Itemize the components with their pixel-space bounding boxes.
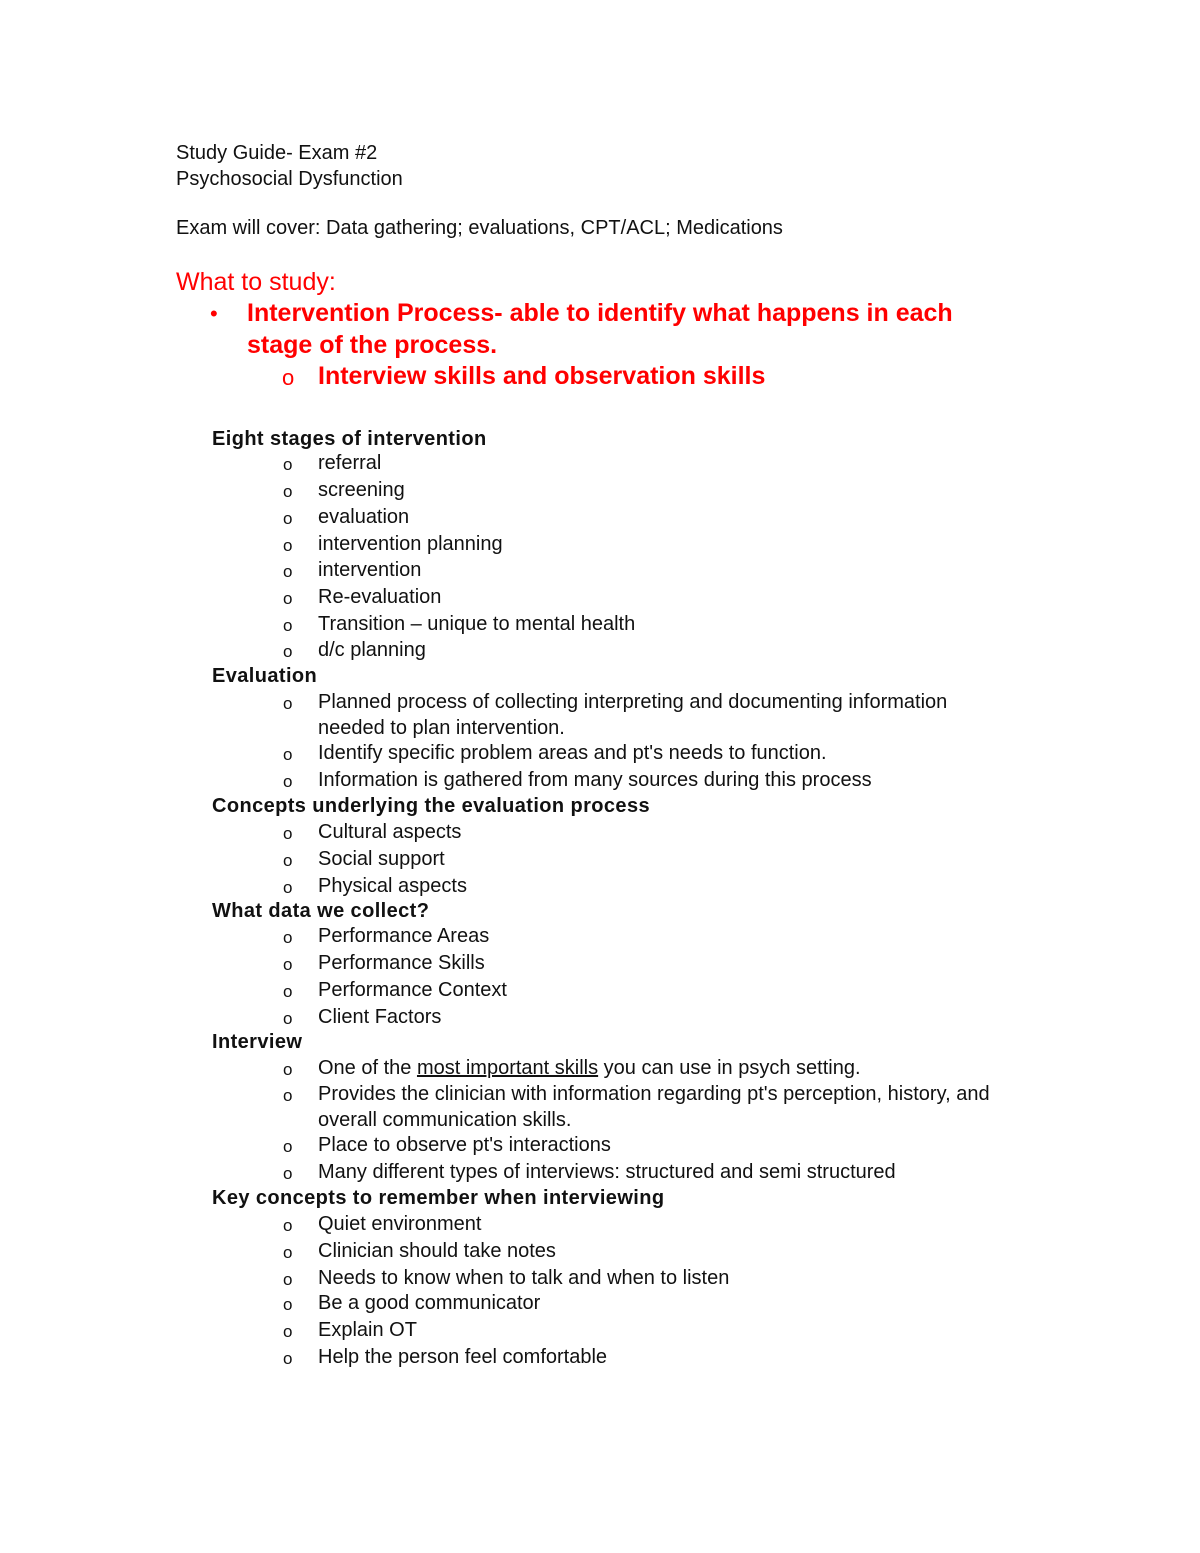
text-part: One of the (318, 1057, 417, 1079)
list-item-text: Re-evaluation (318, 586, 442, 608)
list-item-text: Information is gathered from many sources during this process (318, 769, 872, 791)
bullet-icon: o (283, 982, 293, 1001)
list-item-text (318, 1055, 1018, 1081)
text-part: you can use in psych setting. (598, 1057, 861, 1079)
bullet-icon: o (283, 928, 293, 947)
bullet-icon: o (283, 1086, 293, 1105)
bullet-icon: o (283, 878, 293, 897)
bullet-icon: o (283, 1295, 293, 1314)
bullet-icon: o (283, 1060, 293, 1079)
list-item-text: Explain OT (318, 1319, 417, 1341)
bullet-icon: o (283, 1009, 293, 1028)
list-item-text: referral (318, 452, 382, 474)
list-item-text: Planned process of collecting interpreting and documenting information needed to plan intervention. (318, 691, 948, 739)
list-item-text: d/c planning (318, 639, 426, 661)
bullet-icon: o (283, 955, 293, 974)
list-item-text: Place to observe pt's interactions (318, 1134, 611, 1156)
bullet-icon: o (283, 562, 293, 581)
bullet-icon: o (283, 1349, 293, 1368)
bullet-icon: o (283, 772, 293, 791)
sub-bullet-icon: o (282, 365, 295, 390)
bullet-icon: o (283, 1322, 293, 1341)
list-item-text: Cultural aspects (318, 821, 462, 843)
bullet-icon: o (283, 1270, 293, 1289)
section-heading: Concepts underlying the evaluation process (212, 795, 651, 817)
bullet-icon: o (283, 1137, 293, 1156)
bullet-icon: o (283, 1216, 293, 1235)
list-item-text: Needs to know when to talk and when to listen (318, 1267, 730, 1289)
list-item-text: intervention (318, 559, 422, 581)
bullet-icon: o (283, 694, 293, 713)
doc-subtitle: Psychosocial Dysfunction (176, 168, 403, 190)
study-bullet: Intervention Process- able to identify what happens in each stage of the process. (247, 299, 953, 359)
list-item-text: Help the person feel comfortable (318, 1346, 608, 1368)
list-item-text: Social support (318, 848, 445, 870)
bullet-icon: • (210, 301, 218, 326)
bullet-icon: o (283, 616, 293, 635)
list-item-text: Many different types of interviews: structured and semi structured (318, 1161, 896, 1183)
section-heading: What data we collect? (212, 900, 430, 922)
list-item-text: Performance Context (318, 979, 507, 1001)
underlined-text: most important skills (416, 1057, 599, 1079)
list-item-text: Performance Skills (318, 952, 485, 974)
exam-coverage: Exam will cover: Data gathering; evaluations, CPT/ACL; Medications (176, 217, 783, 239)
list-item-text: Clinician should take notes (318, 1240, 556, 1262)
bullet-icon: o (283, 1243, 293, 1262)
bullet-icon: o (283, 509, 293, 528)
bullet-icon: o (283, 482, 293, 501)
list-item-text: Provides the clinician with information regarding pt's perception, history, and overall communication skills. (318, 1083, 990, 1131)
list-item-text: evaluation (318, 506, 410, 528)
doc-title: Study Guide- Exam #2 (176, 142, 378, 164)
list-item-text: Transition – unique to mental health (318, 613, 636, 635)
section-heading: Interview (212, 1031, 303, 1053)
list-item-text: Performance Areas (318, 925, 490, 947)
bullet-icon: o (283, 851, 293, 870)
list-item-text: Physical aspects (318, 875, 467, 897)
list-item-text: Be a good communicator (318, 1292, 541, 1314)
bullet-icon: o (283, 589, 293, 608)
study-sub-bullet: Interview skills and observation skills (318, 362, 766, 390)
bullet-icon: o (283, 1164, 293, 1183)
section-heading: Evaluation (212, 665, 318, 687)
section-heading: Key concepts to remember when interviewing (212, 1187, 665, 1209)
study-heading: What to study: (176, 268, 336, 296)
bullet-icon: o (283, 824, 293, 843)
bullet-icon: o (283, 642, 293, 661)
section-heading: Eight stages of intervention (212, 428, 487, 450)
list-item-text: intervention planning (318, 533, 503, 555)
bullet-icon: o (283, 745, 293, 764)
bullet-icon: o (283, 536, 293, 555)
list-item-text: screening (318, 479, 405, 501)
list-item-text: Client Factors (318, 1006, 442, 1028)
list-item-text: Quiet environment (318, 1213, 482, 1235)
list-item-text: Identify specific problem areas and pt's needs to function. (318, 742, 827, 764)
bullet-icon: o (283, 455, 293, 474)
